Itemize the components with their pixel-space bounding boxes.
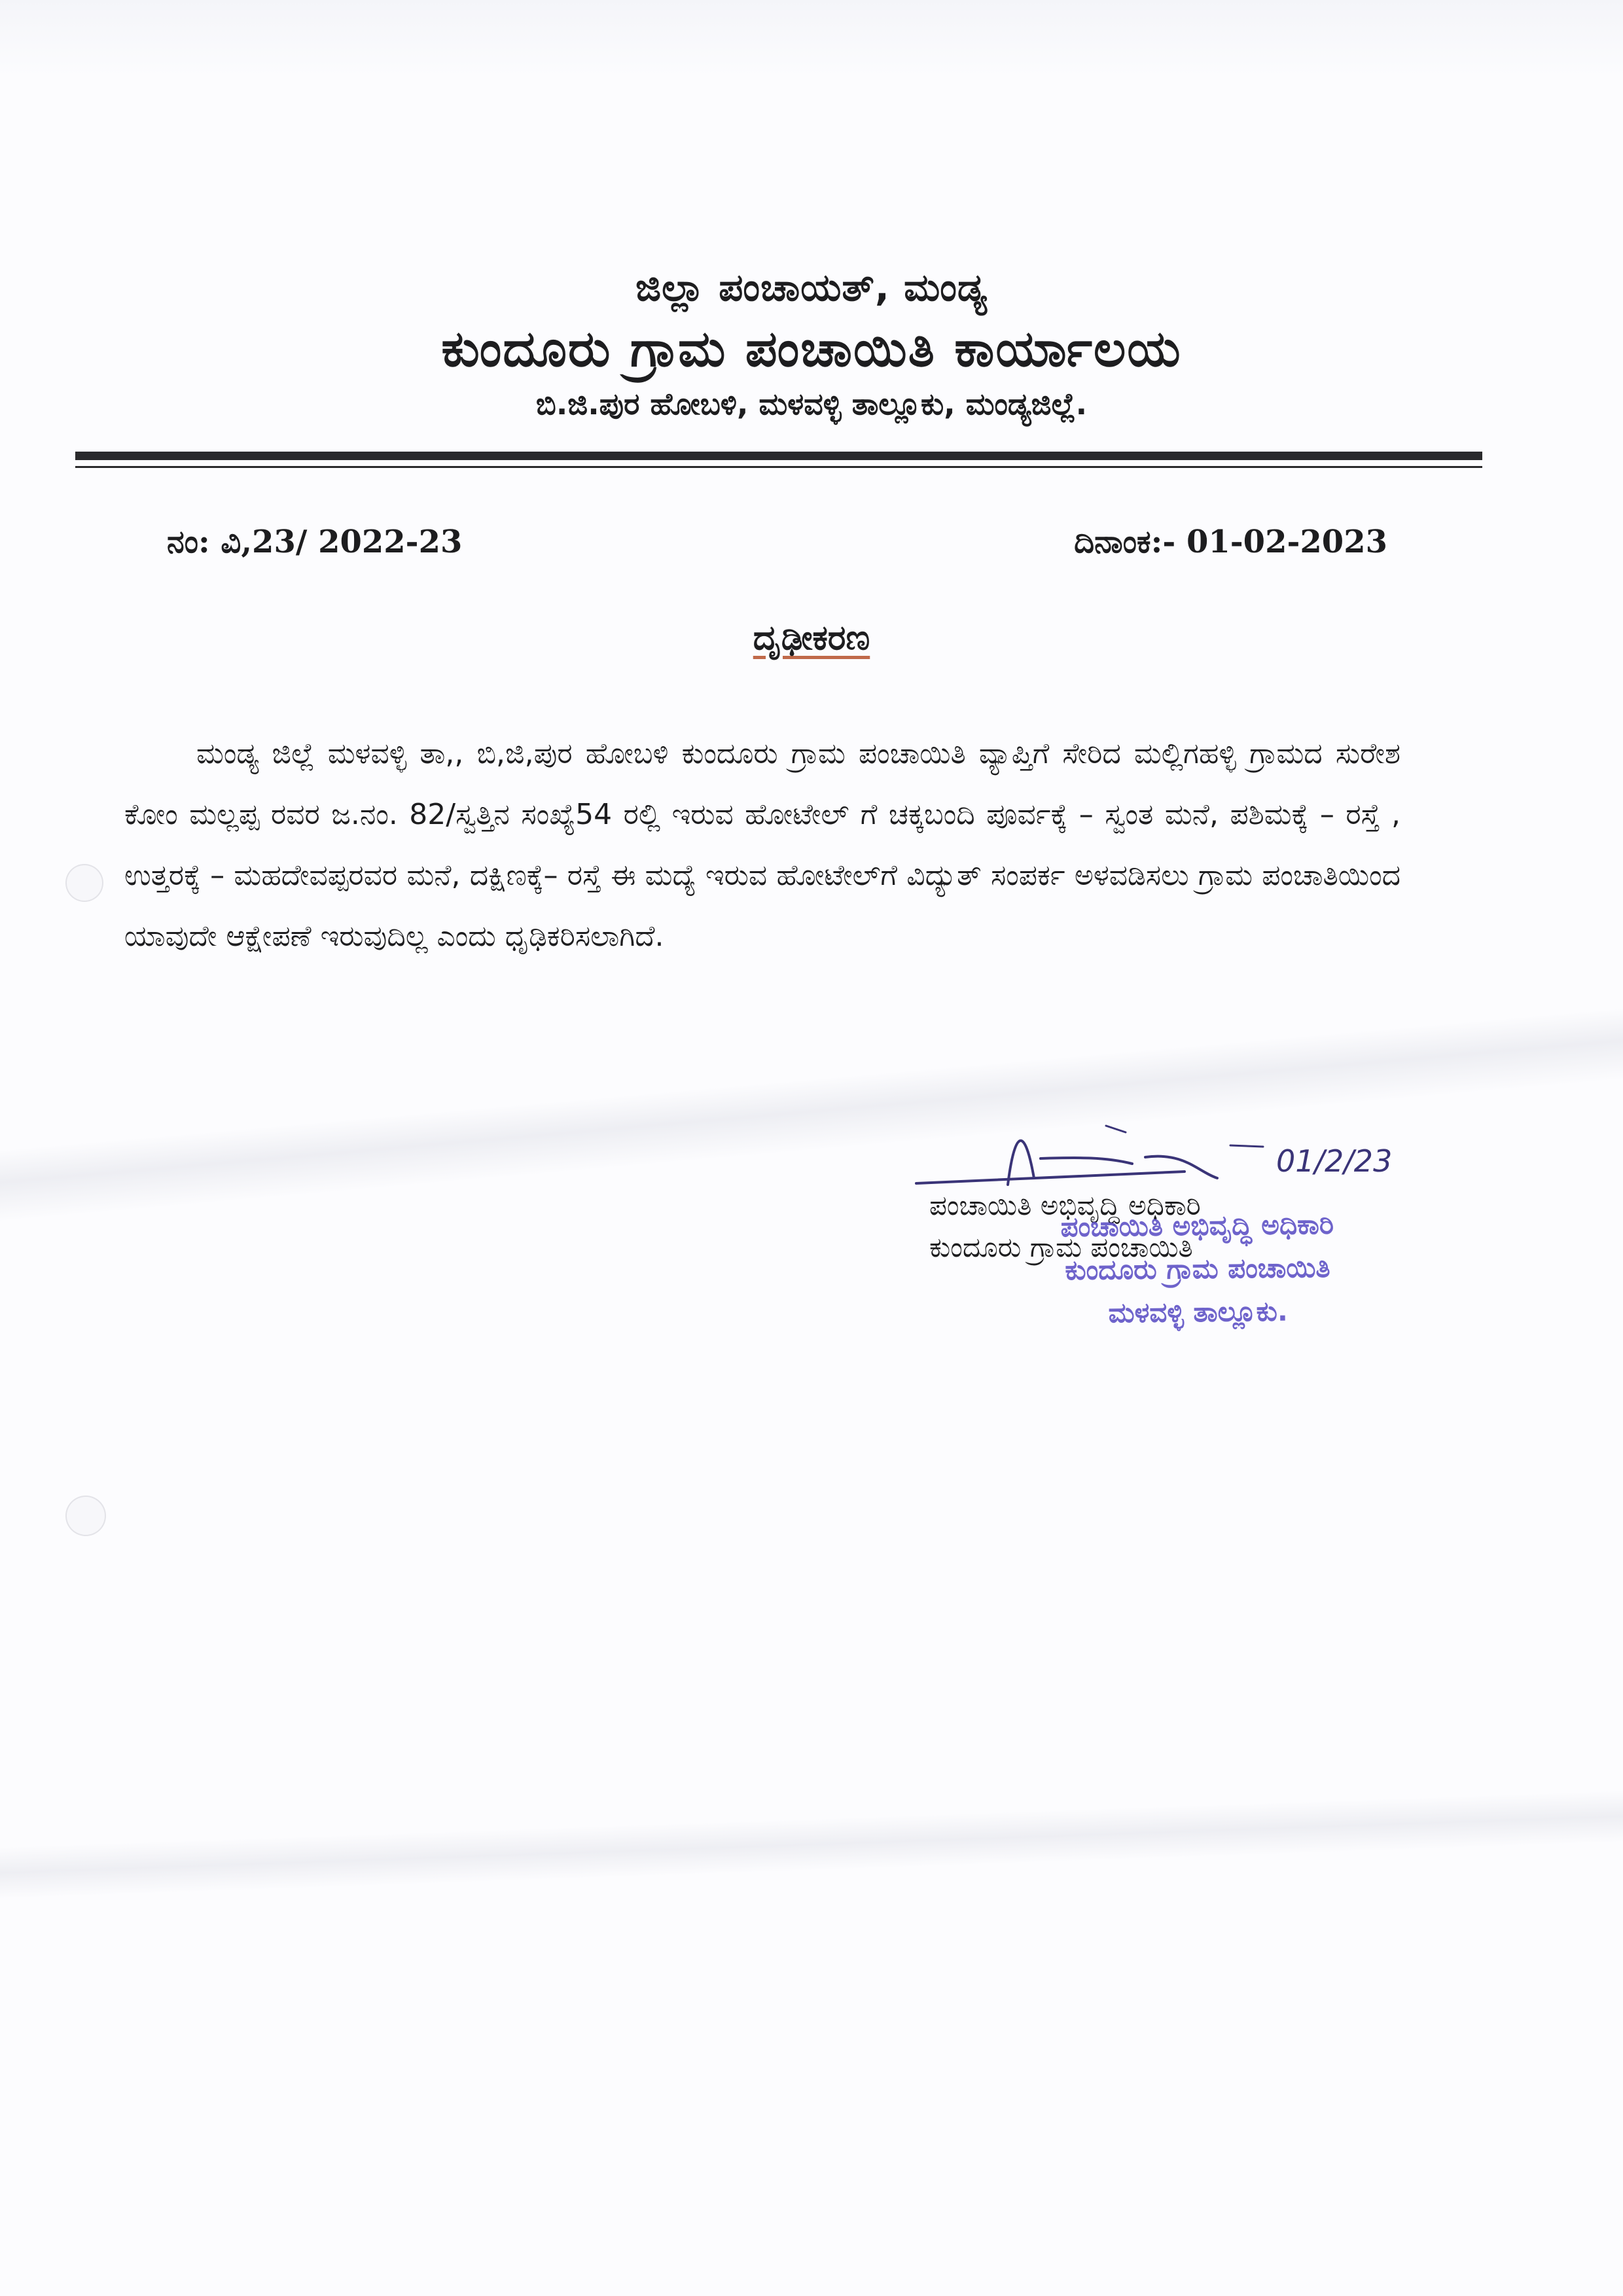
punch-hole: [65, 1496, 106, 1536]
reference-number: ನಂ: ವಿ,23/ 2022-23: [167, 524, 463, 560]
stamp-line-1: ಪಂಚಾಯಿತಿ ಅಭಿವೃದ್ಧಿ ಅಧಿಕಾರಿ: [1060, 1208, 1334, 1244]
signatory-designation: ಪಂಚಾಯಿತಿ ಅಭಿವೃದ್ಧಿ ಅಧಿಕಾರಿ: [929, 1189, 1201, 1221]
office-address: ಬಿ.ಜಿ.ಪುರ ಹೋಬಳಿ, ಮಳವಳ್ಳಿ ತಾಲ್ಲೂಕು, ಮಂಡ್ಯಜಿಲ್ಲೆ.: [535, 386, 1088, 422]
stamp-line-3: ಮಳವಳ್ಳಿ ತಾಲ್ಲೂಕು.: [1108, 1295, 1289, 1329]
document-title: [0, 619, 1623, 658]
header-divider-thin: [75, 466, 1482, 468]
signatory-office: ಕುಂದೂರು ಗ್ರಾಮ ಪಂಚಾಯಿತಿ: [929, 1231, 1193, 1263]
reference-date: ದಿನಾಂಕ:- 01-02-2023: [1074, 524, 1387, 560]
signature-date: 01/2/23: [1276, 1143, 1393, 1179]
document-title-text: ದೃಢೀಕರಣ: [753, 619, 870, 658]
punch-hole: [65, 864, 103, 902]
office-heading: ಕುಂದೂರು ಗ್ರಾಮ ಪಂಚಾಯಿತಿ ಕಾರ್ಯಾಲಯ: [441, 319, 1182, 378]
district-heading: ಜಿಲ್ಲಾ ಪಂಚಾಯತ್, ಮಂಡ್ಯ: [635, 265, 988, 310]
official-stamp: [968, 1202, 1427, 1336]
header-divider: [75, 452, 1482, 460]
handwritten-signature: [910, 1106, 1446, 1217]
stamp-line-2: ಕುಂದೂರು ಗ್ರಾಮ ಪಂಚಾಯಿತಿ: [1065, 1251, 1330, 1287]
certificate-body: ಮಂಡ್ಯ ಜಿಲ್ಲೆ ಮಳವಳ್ಳಿ ತಾ,, ಬಿ,ಜಿ,ಪುರ ಹೋಬಳಿ ಕುಂದೂರು ಗ್ರಾಮ ಪಂಚಾಯಿತಿ ವ್ಯಾಪ್ತಿಗೆ ಸೇರಿದ ಮಲ್ಲಿಗಹಳ್ಳಿ ಗ್ರಾಮದ ಸುರೇಶ ಕೋಂ ಮಲ್ಲಪ್ಪ ರವರ ಜ.ನಂ. 82/ಸ್ವತ್ತಿನ ಸಂಖ್ಯೆ54 ರಲ್ಲಿ ಇರುವ ಹೋಟೇಲ್ ಗೆ ಚಕ್ಕಬಂದಿ ಪೂರ್ವಕ್ಕೆ – ಸ್ವಂತ ಮನೆ, ಪಶಿಮಕ್ಕೆ – ರಸ್ತೆ , ಉತ್ತರಕ್ಕೆ – ಮಹದೇವಪ್ಪರವರ ಮನೆ, ದಕ್ಷಿಣಕ್ಕೆ– ರಸ್ತೆ ಈ ಮದ್ಯೆ ಇರುವ ಹೋಟೇಲ್‌ಗೆ ವಿದ್ಯುತ್ ಸಂಪರ್ಕ ಅಳವಡಿಸಲು ಗ್ರಾಮ ಪಂಚಾತಿಯಿಂದ ಯಾವುದೇ ಆಕ್ಷೇಪಣೆ ಇರುವುದಿಲ್ಲ ಎಂದು ಧೃಢಿಕರಿಸಲಾಗಿದೆ.: [124, 737, 1400, 953]
